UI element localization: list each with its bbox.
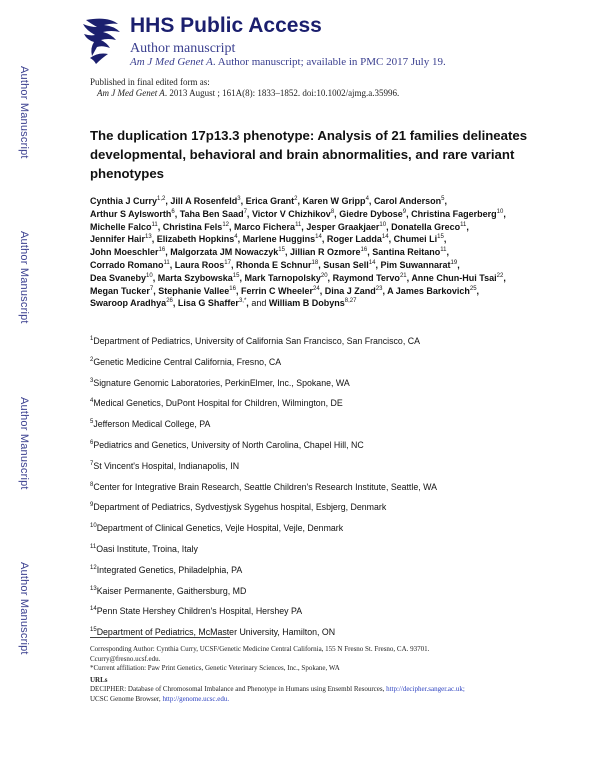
author-entry: Elizabeth Hopkins$^4$,	[156, 234, 241, 245]
affiliation-number: 11	[90, 543, 97, 550]
affiliation-text: Department of Pediatrics, Sydvestjysk Sygehus hospital, Esbjerg, Denmark	[93, 502, 387, 513]
affiliation-number: 8	[90, 481, 94, 488]
author-affiliation-ref: 3,*	[238, 298, 247, 305]
author-manuscript-side-label: Author Manuscript	[18, 397, 30, 490]
author-affiliation-ref: 11	[163, 259, 170, 266]
affiliation-item	[90, 335, 530, 356]
author-name: Victor V Chizhikov	[251, 208, 331, 219]
author-name: Stephanie Vallee	[158, 285, 230, 296]
author-entry: Swaroop Aradhya$^{26}$,	[90, 298, 176, 309]
published-journal: Am J Med Genet A	[97, 88, 165, 98]
footnote-divider	[90, 637, 230, 638]
hhs-public-access-title: HHS Public Access	[130, 14, 322, 37]
journal-name: Am J Med Genet A	[130, 56, 213, 68]
author-name: Anne Chun-Hui Tsai	[411, 272, 497, 283]
affiliation-number: 13	[90, 585, 97, 592]
affiliation-item	[90, 377, 530, 398]
affiliation-item	[90, 481, 530, 502]
author-manuscript-side-label: Author Manuscript	[18, 66, 30, 159]
author-affiliation-ref: 23	[375, 285, 383, 292]
author-affiliation-ref: 16	[158, 247, 166, 254]
affiliation-text: Medical Genetics, DuPont Hospital for Children, Wilmington, DE	[93, 398, 343, 409]
author-name: Michelle Falco	[90, 221, 152, 232]
author-name: Jennifer Hair	[90, 234, 146, 245]
author-affiliation-ref: 16	[229, 285, 236, 292]
author-entry: Victor V Chizhikov$^8$,	[251, 208, 337, 219]
affiliation-text: Pediatrics and Genetics, University of North Carolina, Chapel Hill, NC	[93, 439, 364, 450]
author-name: Pim Suwannarat	[380, 259, 451, 270]
author-name: Giedre Dybose	[339, 208, 403, 219]
decipher-text: DECIPHER: Database of Chromosomal Imbalance and Phenotype in Humans using Ensembl Resources,	[90, 685, 385, 694]
affiliation-text: Signature Genomic Laboratories, PerkinElmer, Inc., Spokane, WA	[93, 377, 350, 388]
author-affiliation-ref: 10	[496, 208, 504, 215]
author-affiliation-ref: 24	[313, 285, 320, 292]
author-affiliation-ref: 7	[243, 208, 247, 215]
affiliation-item	[90, 397, 530, 418]
author-entry: Jesper Graakjaer$^{10}$,	[306, 221, 389, 232]
author-affiliation-ref: 3	[237, 196, 241, 202]
corresponding-author-note: Corresponding Author: Cynthia Curry, UCSF/Genetic Medicine Central California, 155 N Fresno St. Fresno, CA. 93701.	[90, 645, 430, 653]
author-entry: Marta Szybowska$^{15}$,	[157, 272, 242, 283]
author-name: Dea Svaneby	[90, 272, 147, 283]
published-citation-details: . 2013 August ; 161A(8): 1833–1852. doi:10.1002/ajmg.a.35996.	[164, 88, 400, 98]
affiliation-number: 3	[90, 377, 94, 384]
author-entry: Marco Fichera$^{11}$,	[234, 221, 304, 232]
affiliation-number: 2	[90, 356, 94, 363]
author-affiliation-ref: 14	[368, 259, 376, 266]
author-affiliation-ref: 17	[224, 259, 231, 266]
author-entry: Rhonda E Schnur$^{18}$,	[236, 259, 321, 270]
author-name: Jillian R Ozmore	[289, 247, 361, 258]
author-name: Marta Szybowska	[157, 272, 233, 283]
author-name: Lisa G Shaffer	[177, 298, 239, 309]
author-entry: Christina Fels$^{12}$,	[162, 221, 232, 232]
ucsc-link[interactable]: http://genome.ucsc.edu.	[162, 694, 230, 703]
affiliation-number: 6	[90, 439, 94, 446]
author-entry: Karen W Gripp$^4$,	[302, 196, 372, 206]
author-entry: Laura Roos$^{17}$,	[174, 259, 234, 270]
author-entry: Jill A Rosenfeld$^3$,	[170, 196, 244, 206]
author-entry: Malgorzata JM Nowaczyk$^{15}$,	[170, 247, 288, 258]
author-name: Christina Fagerberg	[411, 208, 497, 219]
author-name: Chumei Li	[393, 234, 438, 245]
affiliation-number: 14	[90, 606, 97, 613]
author-entry: Erica Grant$^2$,	[245, 196, 301, 206]
published-label: Published in final edited form as:	[90, 77, 210, 87]
affiliation-text: Oasi Institute, Troina, Italy	[96, 543, 198, 554]
author-conjunction: and	[251, 298, 267, 309]
author-entry: Dea Svaneby$^{10}$,	[90, 272, 156, 283]
affiliation-text: Kaiser Permanente, Gaithersburg, MD	[96, 585, 247, 596]
affiliation-text: Department of Clinical Genetics, Vejle Hospital, Vejle, Denmark	[96, 523, 344, 534]
author-name: Arthur S Aylsworth	[90, 208, 172, 219]
author-name: Laura Roos	[174, 259, 225, 270]
paper-title: The duplication 17p13.3 phenotype: Analysis of 21 families delineates developmental, behavioral and brain abnormalities, and rare variant phenotypes	[90, 128, 528, 181]
author-name: Megan Tucker	[90, 285, 150, 296]
author-entry: Corrado Romano$^{11}$,	[90, 259, 173, 270]
author-manuscript-side-label: Author Manuscript	[18, 231, 30, 324]
author-affiliation-ref: 14	[315, 234, 322, 241]
author-name: Taha Ben Saad	[179, 208, 244, 219]
author-name: A James Barkovich	[387, 285, 470, 296]
affiliation-number: 12	[90, 564, 97, 571]
author-name: Dina J Zand	[324, 285, 376, 296]
decipher-link[interactable]: http://decipher.sanger.ac.uk;	[386, 685, 465, 694]
author-affiliation-ref: 15	[437, 234, 444, 241]
author-entry: Giedre Dybose$^9$,	[339, 208, 409, 219]
footnotes	[90, 645, 530, 705]
author-affiliation-ref: 12	[222, 221, 229, 228]
affiliation-item	[90, 356, 530, 377]
author-name: Rhonda E Schnur	[236, 259, 312, 270]
author-name: Elizabeth Hopkins	[156, 234, 235, 245]
author-affiliation-ref: 15	[278, 247, 285, 254]
author-affiliation-ref: 18	[311, 259, 319, 266]
author-affiliation-ref: 20	[320, 272, 328, 279]
author-entry: Susan Sell$^{14}$,	[323, 259, 378, 270]
author-entry: Cynthia J Curry$^{1,2}$,	[90, 196, 168, 206]
affiliation-item	[90, 439, 530, 460]
author-affiliation-ref: 15	[232, 272, 240, 279]
author-name: Ferrin C Wheeler	[241, 285, 314, 296]
author-affiliation-ref: 11	[295, 221, 302, 228]
affiliation-item	[90, 605, 530, 626]
affiliation-item	[90, 564, 530, 585]
affiliation-number: 4	[90, 398, 94, 405]
author-name: Marlene Huggins	[242, 234, 316, 245]
author-affiliation-ref: 6	[171, 208, 175, 215]
author-affiliation-ref: 10	[379, 221, 387, 228]
author-manuscript-side-label: Author Manuscript	[18, 562, 30, 655]
author-entry: Pim Suwannarat$^{19}$,	[380, 259, 460, 270]
author-affiliation-ref: 5	[441, 196, 445, 202]
author-name: Swaroop Aradhya	[90, 298, 167, 309]
author-name: Marco Fichera	[234, 221, 296, 232]
author-entry: Marlene Huggins$^{14}$,	[242, 234, 325, 245]
affiliation-item	[90, 585, 530, 606]
affiliation-number: 9	[90, 502, 94, 509]
author-entry: Roger Ladda$^{14}$,	[326, 234, 392, 245]
author-affiliation-ref: 8,27	[344, 298, 357, 305]
author-name: Roger Ladda	[326, 234, 382, 245]
author-name: Malgorzata JM Nowaczyk	[170, 247, 279, 258]
author-name: Cynthia J Curry	[90, 196, 158, 206]
corresponding-email: Ccurry@fresno.ucsf.edu.	[90, 654, 161, 663]
author-entry: Taha Ben Saad$^7$,	[179, 208, 250, 219]
author-affiliation-ref: 8	[330, 208, 335, 215]
affiliation-number: 7	[90, 460, 94, 467]
author-affiliation-ref: 9	[402, 208, 407, 215]
affiliation-text: Genetic Medicine Central California, Fresno, CA	[93, 356, 282, 367]
author-affiliation-ref: 16	[360, 247, 368, 254]
affiliation-number: 1	[90, 336, 94, 342]
author-affiliation-ref: 4	[234, 234, 238, 241]
affiliation-number: 5	[90, 419, 94, 426]
author-affiliation-ref: 11	[460, 221, 467, 228]
author-name: Susan Sell	[323, 259, 369, 270]
affiliation-item	[90, 418, 530, 439]
author-entry: A James Barkovich$^{25}$,	[387, 285, 480, 296]
affiliation-text: St Vincent's Hospital, Indianapolis, IN	[93, 460, 240, 471]
affiliation-text: Penn State Hershey Children's Hospital, Hershey PA	[96, 606, 303, 617]
author-entry: Ferrin C Wheeler$^{24}$,	[241, 285, 323, 296]
author-entry: Jillian R Ozmore$^{16}$,	[289, 247, 370, 258]
author-name: Jill A Rosenfeld	[170, 196, 238, 206]
affiliation-text: Center for Integrative Brain Research, Seattle Children's Research Institute, Seattle, WA	[93, 481, 437, 492]
availability-line	[130, 56, 446, 68]
author-name: Donatella Greco	[391, 221, 461, 232]
author-affiliation-ref: 1,2	[157, 196, 166, 202]
affiliation-item	[90, 460, 530, 481]
author-name: Santina Reitano	[372, 247, 441, 258]
author-list	[90, 195, 520, 310]
author-affiliation-ref: 22	[496, 272, 504, 279]
author-affiliation-ref: 2	[294, 196, 298, 202]
author-entry: Donatella Greco$^{11}$,	[391, 221, 469, 232]
author-affiliation-ref: 4	[365, 196, 369, 202]
affiliation-text: Department of Pediatrics, McMaster University, Hamilton, ON	[96, 627, 336, 638]
author-affiliation-ref: 21	[399, 272, 407, 279]
hhs-eagle-logo-icon	[78, 14, 124, 66]
affiliation-number: 15	[90, 627, 97, 634]
affiliation-item	[90, 501, 530, 522]
author-affiliation-ref: 26	[166, 298, 173, 305]
author-entry: Santina Reitano$^{11}$,	[372, 247, 449, 258]
author-name: Erica Grant	[245, 196, 295, 206]
affiliation-list	[90, 335, 530, 647]
author-entry: Lisa G Shaffer$^{3,*}$,	[177, 298, 249, 309]
current-affiliation-note: *Current affiliation: Paw Print Genetics, Genetic Veterinary Sciences, Inc., Spokane, WA	[90, 664, 340, 673]
author-entry: John Moeschler$^{16}$,	[90, 247, 168, 258]
author-entry: Carol Anderson$^5$,	[373, 196, 447, 206]
author-entry: Jennifer Hair$^{13}$,	[90, 234, 155, 245]
ucsc-text: UCSC Genome Browser,	[90, 694, 161, 703]
author-entry: Chumei Li$^{15}$,	[393, 234, 447, 245]
author-entry: Stephanie Vallee$^{16}$,	[158, 285, 239, 296]
author-entry: Mark Tarnopolsky$^{20}$,	[244, 272, 331, 283]
availability-text: . Author manuscript; available in PMC 2017 July 19.	[212, 56, 446, 68]
author-entry: Dina J Zand$^{23}$,	[324, 285, 385, 296]
author-entry: Christina Fagerberg$^{10}$,	[411, 208, 506, 219]
author-entry: Arthur S Aylsworth$^6$,	[90, 208, 178, 219]
author-entry: Michelle Falco$^{11}$,	[90, 221, 161, 232]
author-entry: Megan Tucker$^7$,	[90, 285, 156, 296]
author-entry: Raymond Tervo$^{21}$,	[332, 272, 410, 283]
author-entry: Anne Chun-Hui Tsai$^{22}$,	[411, 272, 506, 283]
affiliation-text: Jefferson Medical College, PA	[93, 419, 211, 430]
author-affiliation-ref: 10	[146, 272, 153, 279]
author-name: Jesper Graakjaer	[306, 221, 380, 232]
author-name: Carol Anderson	[373, 196, 442, 206]
affiliation-text: Integrated Genetics, Philadelphia, PA	[96, 564, 243, 575]
author-affiliation-ref: 11	[440, 247, 447, 254]
author-name: Mark Tarnopolsky	[244, 272, 321, 283]
author-affiliation-ref: 13	[145, 234, 152, 241]
author-affiliation-ref: 11	[151, 221, 158, 228]
affiliation-item	[90, 543, 530, 564]
urls-line	[90, 685, 530, 704]
author-name: John Moeschler	[90, 247, 159, 258]
author-affiliation-ref: 14	[381, 234, 389, 241]
author-name: Raymond Tervo	[332, 272, 400, 283]
author-entry	[269, 298, 357, 308]
author-name: William B Dobyns	[268, 298, 345, 309]
affiliation-item	[90, 522, 530, 543]
author-manuscript-label: Author manuscript	[130, 41, 236, 56]
author-name: Christina Fels	[162, 221, 223, 232]
author-affiliation-ref: 7	[149, 285, 154, 292]
author-affiliation-ref: 25	[469, 285, 477, 292]
affiliation-number: 10	[90, 523, 97, 530]
affiliation-text: Department of Pediatrics, University of California San Francisco, San Francisco, CA	[93, 336, 420, 346]
author-name: Corrado Romano	[90, 259, 164, 270]
urls-heading: URLs	[90, 675, 108, 684]
author-name: Karen W Gripp	[302, 196, 366, 206]
author-affiliation-ref: 19	[450, 259, 458, 266]
published-citation	[97, 88, 399, 98]
